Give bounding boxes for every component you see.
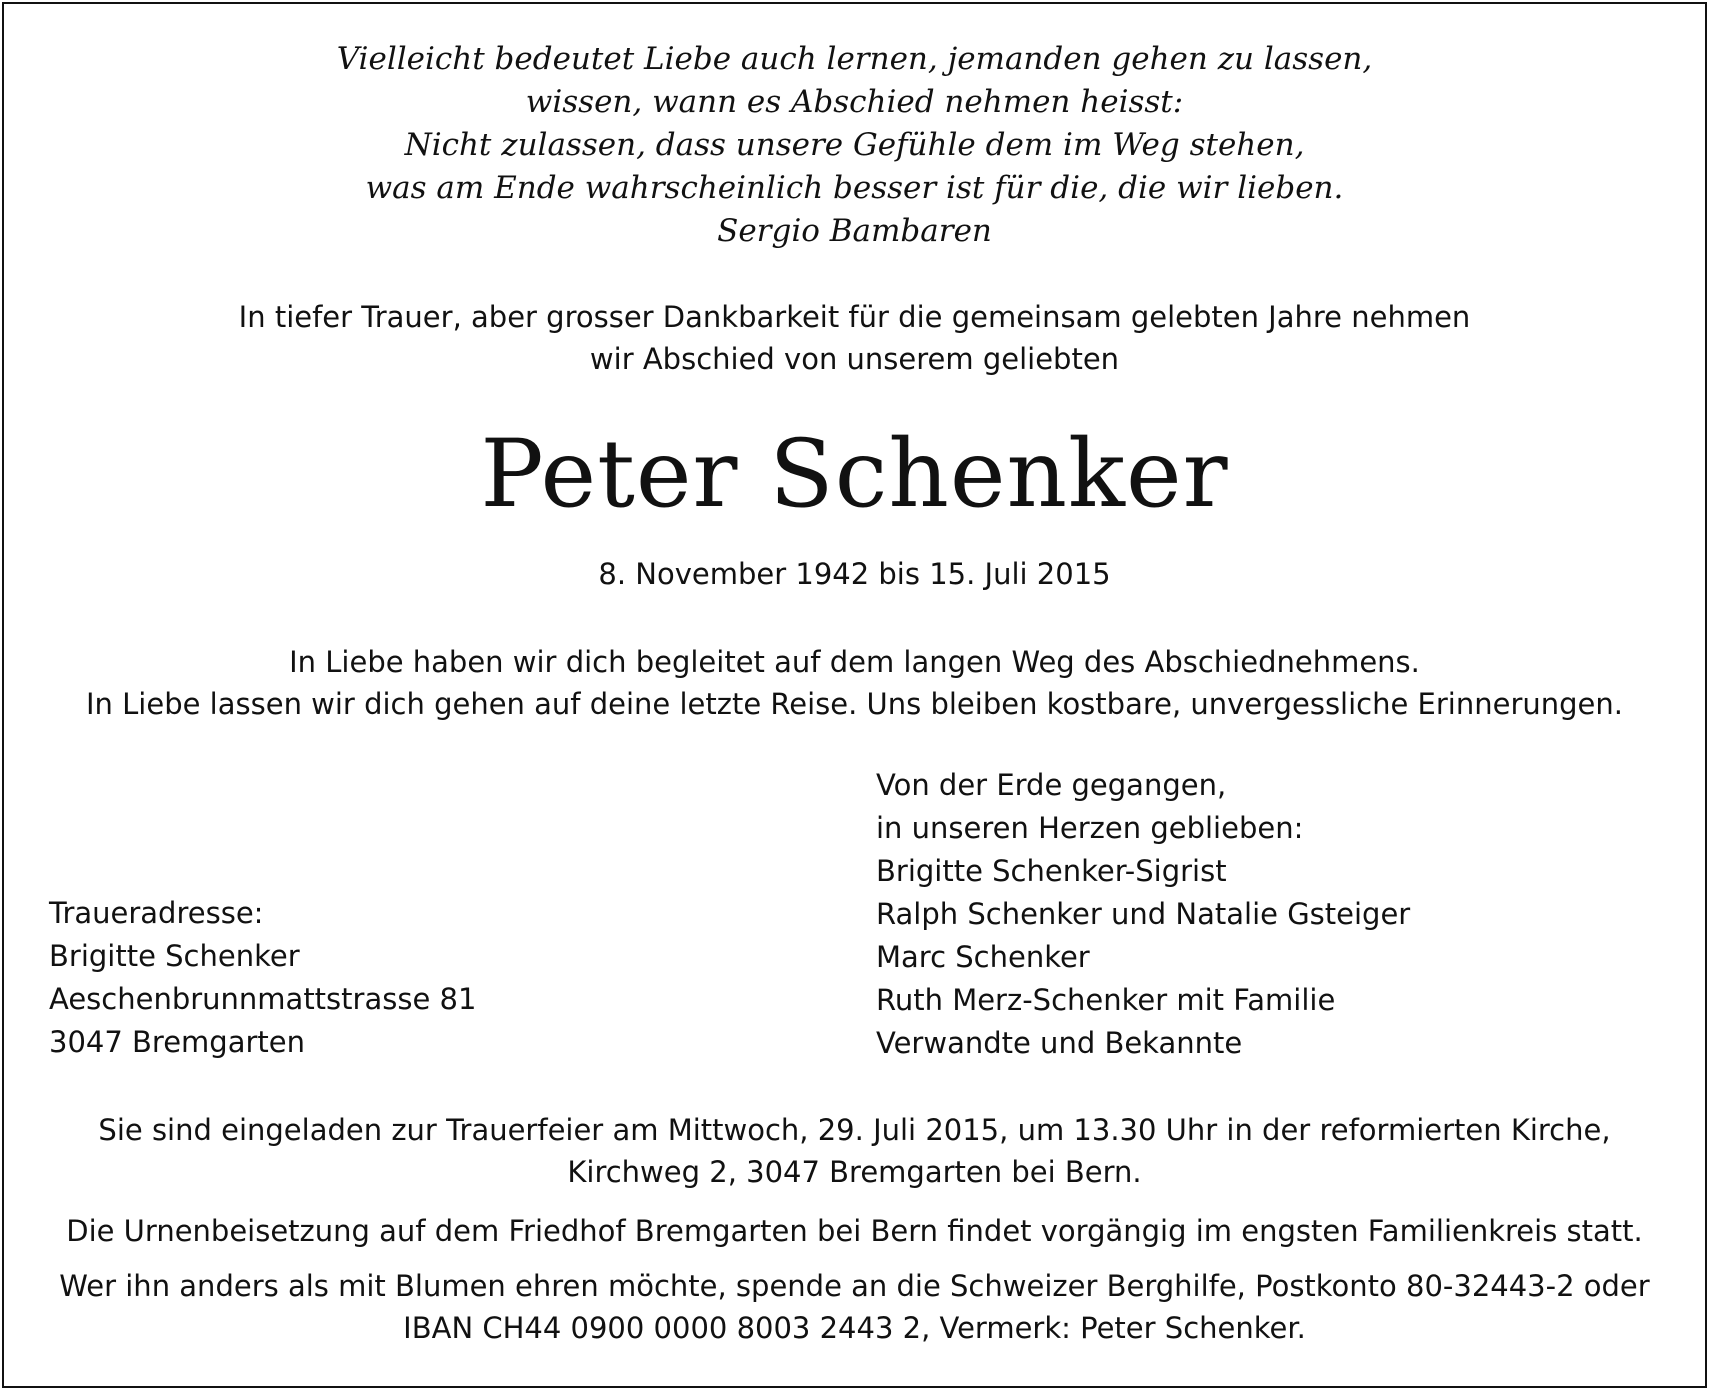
mourners-intro-line: Von der Erde gegangen, (876, 768, 1227, 802)
urn-burial-info (0, 1210, 1709, 1252)
farewell-line: In Liebe lassen wir dich gehen auf deine letzte Reise. Uns bleiben kostbare, unvergessliche Erinnerungen. (86, 687, 1623, 721)
ceremony-line: Kirchweg 2, 3047 Bremgarten bei Bern. (567, 1155, 1142, 1189)
mourner-name: Brigitte Schenker-Sigrist (876, 854, 1227, 888)
mourning-address (49, 892, 476, 1064)
donation-line: Wer ihn anders als mit Blumen ehren möchte, spende an die Schweizer Berghilfe, Postkonto 80-32443-2 oder (59, 1269, 1650, 1303)
mourner-name: Marc Schenker (876, 940, 1090, 974)
quote-line: was am Ende wahrscheinlich besser ist für die, die wir lieben. (365, 170, 1344, 206)
urn-line: Die Urnenbeisetzung auf dem Friedhof Bremgarten bei Bern findet vorgängig im engsten Familienkreis statt. (66, 1214, 1643, 1248)
address-line: 3047 Bremgarten (49, 1025, 305, 1059)
donation-line: IBAN CH44 0900 0000 8003 2443 2, Vermerk: Peter Schenker. (403, 1311, 1306, 1345)
mourner-name: Verwandte und Bekannte (876, 1026, 1243, 1060)
life-dates: 8. November 1942 bis 15. Juli 2015 (598, 557, 1111, 591)
mourner-name: Ruth Merz-Schenker mit Familie (876, 983, 1336, 1017)
intro-line: wir Abschied von unserem geliebten (589, 342, 1120, 376)
ceremony-info (0, 1109, 1709, 1193)
quote-author: Sergio Bambaren (717, 213, 992, 249)
mourners-intro-line: in unseren Herzen geblieben: (876, 811, 1304, 845)
address-line: Aeschenbrunnmattstrasse 81 (49, 982, 477, 1016)
address-label: Traueradresse: (49, 896, 264, 930)
quote-line: Nicht zulassen, dass unsere Gefühle dem im Weg stehen, (404, 127, 1305, 163)
epigraph-quote (0, 38, 1709, 253)
quote-line: Vielleicht bedeutet Liebe auch lernen, jemanden gehen zu lassen, (336, 41, 1373, 77)
address-line: Brigitte Schenker (49, 939, 300, 973)
mourners-list (876, 764, 1410, 1065)
mourner-name: Ralph Schenker und Natalie Gsteiger (876, 897, 1411, 931)
quote-line: wissen, wann es Abschied nehmen heisst: (525, 84, 1184, 120)
farewell-line: In Liebe haben wir dich begleitet auf dem langen Weg des Abschiednehmens. (289, 645, 1420, 679)
ceremony-line: Sie sind eingeladen zur Trauerfeier am Mittwoch, 29. Juli 2015, um 13.30 Uhr in der reformierten Kirche, (98, 1113, 1611, 1147)
donation-info (0, 1265, 1709, 1349)
farewell-text (0, 641, 1709, 725)
deceased-name: Peter Schenker (480, 420, 1229, 529)
intro-text (0, 296, 1709, 380)
intro-line: In tiefer Trauer, aber grosser Dankbarkeit für die gemeinsam gelebten Jahre nehmen (238, 300, 1471, 334)
